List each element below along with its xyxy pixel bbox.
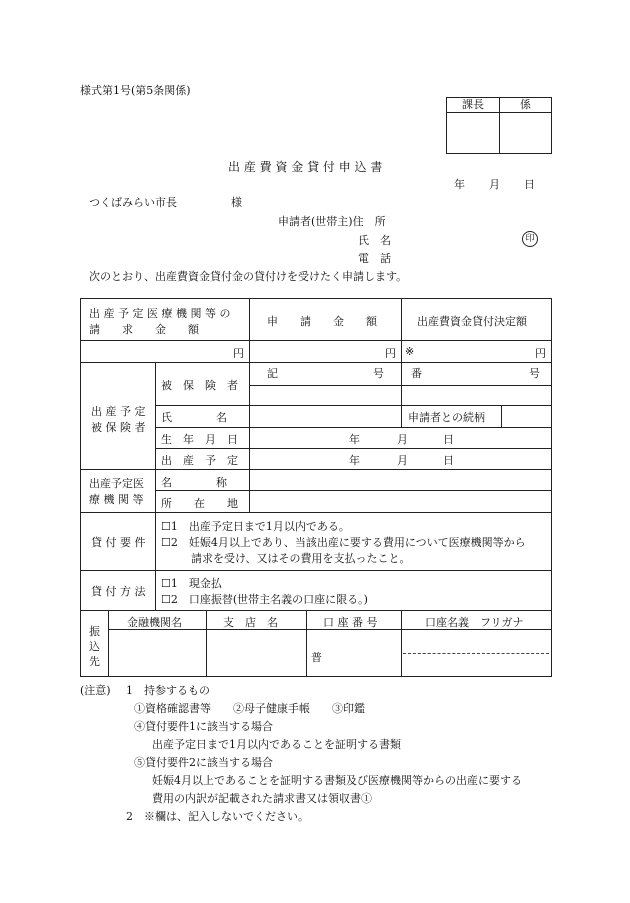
col-line bbox=[501, 405, 502, 427]
application-table bbox=[80, 298, 552, 677]
row-line bbox=[155, 490, 551, 491]
relation-label: 申請者との続柄 bbox=[408, 411, 485, 424]
month-unit: 月 bbox=[397, 454, 408, 467]
requirement-label: 貸 付 要 件 bbox=[91, 536, 146, 549]
applicant-address-label: 申請者(世帯主)住 所 bbox=[278, 215, 386, 228]
col-line bbox=[206, 610, 207, 676]
year-unit: 年 bbox=[349, 454, 360, 467]
col-line bbox=[249, 362, 250, 512]
col-line bbox=[249, 299, 250, 340]
yen-unit: 円 bbox=[535, 347, 546, 360]
row-line bbox=[155, 448, 551, 449]
seal-mark: 印 bbox=[522, 231, 538, 247]
due-date-label: 出 産 予 定 bbox=[161, 454, 238, 467]
transfer-label: 込 bbox=[89, 640, 100, 653]
col-line bbox=[401, 299, 402, 362]
col-line bbox=[401, 610, 402, 676]
approval-col-staff: 係 bbox=[500, 98, 551, 113]
institution-name-label: 名 称 bbox=[161, 476, 227, 489]
name-label: 氏 名 bbox=[161, 411, 227, 424]
office-use-mark: ※ bbox=[405, 345, 415, 358]
claim-amount-header: 出 産 予 定 医 療 機 関 等 の bbox=[89, 307, 231, 320]
form-title: 出 産 費 資 金 貸 付 申 込 書 bbox=[228, 160, 383, 174]
birth-date-label: 生 年 月 日 bbox=[161, 433, 238, 446]
ordinary-account-mark: 普 bbox=[311, 651, 322, 664]
claim-amount-header: 請 求 金 額 bbox=[89, 323, 199, 336]
note-1-item4: ④貸付要件1に該当する場合 bbox=[134, 720, 273, 733]
col-line bbox=[108, 610, 109, 676]
yen-unit: 円 bbox=[385, 347, 396, 360]
row-line bbox=[81, 610, 551, 611]
bank-name-header: 金融機関名 bbox=[127, 616, 182, 629]
row-line bbox=[81, 512, 551, 513]
account-number-header: 口 座 番 号 bbox=[323, 616, 378, 629]
day-unit: 日 bbox=[443, 433, 454, 446]
col-line bbox=[401, 362, 402, 405]
bango-label: 番 bbox=[411, 367, 422, 380]
approval-col-chief: 課長 bbox=[447, 98, 500, 113]
intro-text: 次のとおり、出産費資金貸付金の貸付けを受けたく申請します。 bbox=[89, 270, 408, 283]
applicant-name-label: 氏 名 bbox=[358, 234, 391, 247]
transfer-label: 振 bbox=[89, 625, 100, 638]
account-holder-header: 口座名義 フリガナ bbox=[425, 616, 524, 629]
go-label: 号 bbox=[529, 367, 540, 380]
requirement-1[interactable]: ☐1 出産予定日まで1月以内である。 bbox=[161, 520, 350, 533]
method-transfer[interactable]: ☐2 口座振替(世帯主名義の口座に限る。) bbox=[161, 593, 368, 606]
row-line bbox=[155, 405, 551, 406]
col-line bbox=[306, 610, 307, 676]
col-line bbox=[401, 405, 402, 427]
insured-group-label: 出 産 予 定 bbox=[91, 405, 146, 418]
note-1: 1 持参するもの bbox=[126, 684, 210, 697]
decision-amount-header: 出産費資金貸付決定額 bbox=[417, 315, 527, 328]
addressee-honorific: 様 bbox=[231, 196, 242, 209]
note-1-items: ①資格確認書等 ②母子健康手帳 ③印鑑 bbox=[134, 702, 365, 715]
institution-group-label: 出産予定医 bbox=[89, 477, 144, 490]
apply-amount-header: 申 請 金 額 bbox=[267, 315, 377, 328]
institution-group-label: 療 機 関 等 bbox=[89, 493, 144, 506]
row-line bbox=[81, 340, 551, 341]
note-2: 2 ※欄は、記入しないでください。 bbox=[126, 810, 309, 823]
row-line bbox=[249, 385, 551, 386]
approval-divider bbox=[499, 112, 500, 153]
approval-stamp-box bbox=[446, 97, 552, 154]
col-line bbox=[155, 512, 156, 610]
furigana-divider bbox=[403, 653, 549, 654]
note-1-item5: ⑤貸付要件2に該当する場合 bbox=[134, 756, 273, 769]
col-line bbox=[155, 362, 156, 512]
row-line bbox=[155, 427, 551, 428]
method-label: 貸 付 方 法 bbox=[91, 585, 146, 598]
date-day: 日 bbox=[524, 178, 535, 191]
row-line bbox=[81, 362, 551, 363]
method-cash[interactable]: ☐1 現金払 bbox=[161, 577, 222, 590]
note-1-item5-detail: 費用の内訳が記載された請求書又は領収書① bbox=[152, 792, 372, 805]
kigo-label: 記 bbox=[267, 367, 278, 380]
note-1-item4-detail: 出産予定日まで1月以内であることを証明する書類 bbox=[152, 738, 401, 751]
go-label: 号 bbox=[373, 367, 384, 380]
insured-label: 被 保 険 者 bbox=[161, 379, 238, 392]
addressee: つくばみらい市長 bbox=[89, 196, 177, 209]
institution-address-label: 所 在 地 bbox=[161, 497, 238, 510]
note-1-item5-detail: 妊娠4月以上であることを証明する書類及び医療機関等からの出産に要する bbox=[152, 774, 522, 787]
notes-label: (注意) bbox=[80, 684, 111, 697]
year-unit: 年 bbox=[349, 433, 360, 446]
insured-group-label: 被 保 険 者 bbox=[91, 421, 146, 434]
transfer-label: 先 bbox=[89, 655, 100, 668]
requirement-2-cont: 請求を受け、又はその費用を支払ったこと。 bbox=[191, 552, 411, 565]
month-unit: 月 bbox=[397, 433, 408, 446]
date-month: 月 bbox=[489, 178, 500, 191]
applicant-phone-label: 電 話 bbox=[358, 252, 391, 265]
day-unit: 日 bbox=[443, 454, 454, 467]
date-year: 年 bbox=[454, 178, 465, 191]
col-line bbox=[249, 340, 250, 362]
yen-unit: 円 bbox=[233, 347, 244, 360]
form-number: 様式第1号(第5条関係) bbox=[80, 84, 191, 97]
row-line bbox=[81, 469, 551, 470]
requirement-2[interactable]: ☐2 妊娠4月以上であり、当該出産に要する費用について医療機関等から bbox=[161, 536, 526, 549]
branch-name-header: 支 店 名 bbox=[223, 616, 278, 629]
row-line bbox=[81, 570, 551, 571]
